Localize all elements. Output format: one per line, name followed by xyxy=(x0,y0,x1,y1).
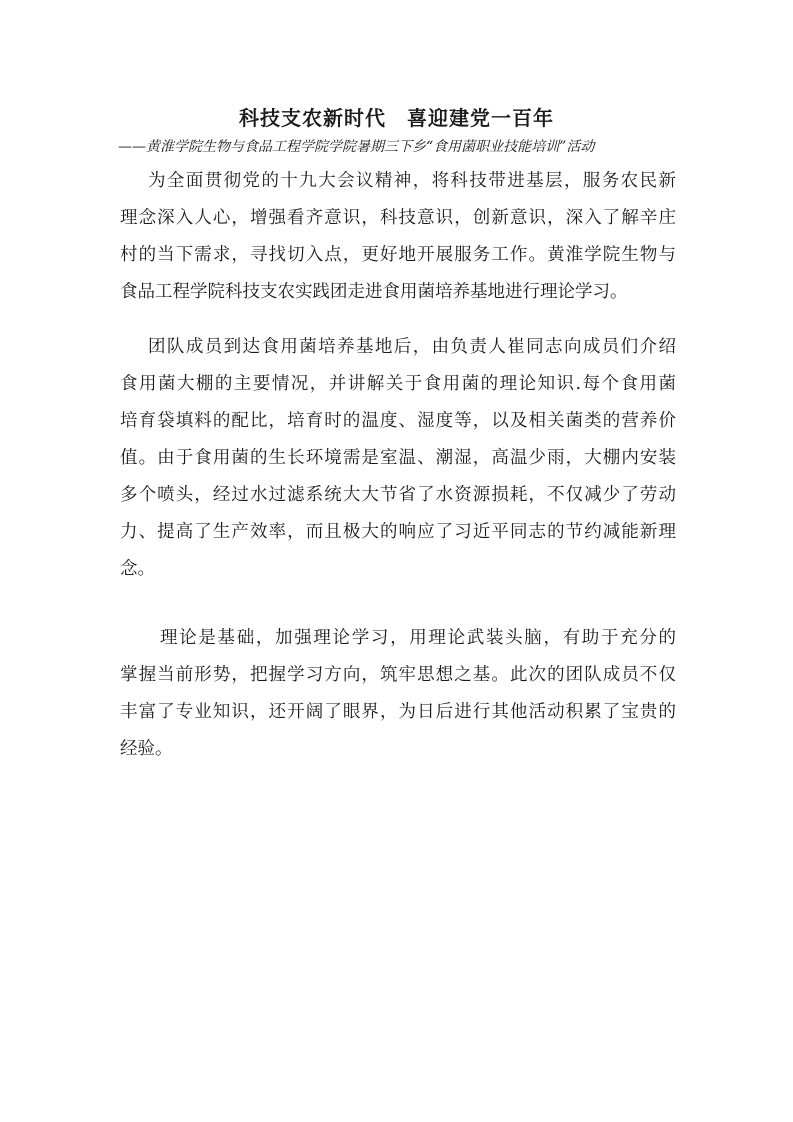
paragraph-line: 食品工程学院科技支农实践团走进食用菌培养基地进行理论学习。 xyxy=(120,282,628,302)
paragraph-line: 值。由于食用菌的生长环境需是室温、潮湿，高温少雨，大棚内安装 xyxy=(120,448,676,468)
paragraph-line: 丰富了专业知识，还开阔了眼界，为日后进行其他活动积累了宝贵的 xyxy=(120,702,676,722)
paragraph-line: 多个喷头，经过水过滤系统大大节省了水资源损耗，不仅减少了劳动 xyxy=(120,485,676,505)
page-subtitle: ——黄淮学院生物与食品工程学院学院暑期三下乡“食用菌职业技能培训”活动 xyxy=(118,139,595,155)
paragraph-line: 力、提高了生产效率，而且极大的响应了习近平同志的节约减能新理 xyxy=(120,522,676,542)
paragraph-line: 念。 xyxy=(120,559,155,579)
paragraph-line: 村的当下需求，寻找切入点，更好地开展服务工作。黄淮学院生物与 xyxy=(120,245,676,265)
paragraph-2 xyxy=(120,329,676,588)
paragraph-line: 为全面贯彻党的十九大会议精神，将科技带进基层，服务农民新 xyxy=(148,171,676,191)
paragraph-line: 经验。 xyxy=(120,739,173,759)
paragraph-line: 掌握当前形势，把握学习方向，筑牢思想之基。此次的团队成员不仅 xyxy=(120,665,676,685)
paragraph-line: 理论是基础，加强理论学习，用理论武装头脑，有助于充分的 xyxy=(160,628,676,648)
paragraph-line: 培育袋填料的配比，培育时的温度、湿度等，以及相关菌类的营养价 xyxy=(120,411,676,431)
paragraph-1 xyxy=(120,163,676,311)
paragraph-line: 食用菌大棚的主要情况，并讲解关于食用菌的理论知识.每个食用菌 xyxy=(120,374,676,394)
paragraph-line: 团队成员到达食用菌培养基地后，由负责人崔同志向成员们介绍 xyxy=(148,337,676,357)
paragraph-line: 理念深入人心，增强看齐意识，科技意识，创新意识，深入了解辛庄 xyxy=(120,208,676,228)
paragraph-3 xyxy=(120,620,676,768)
page-title: 科技支农新时代 喜迎建党一百年 xyxy=(239,106,554,130)
